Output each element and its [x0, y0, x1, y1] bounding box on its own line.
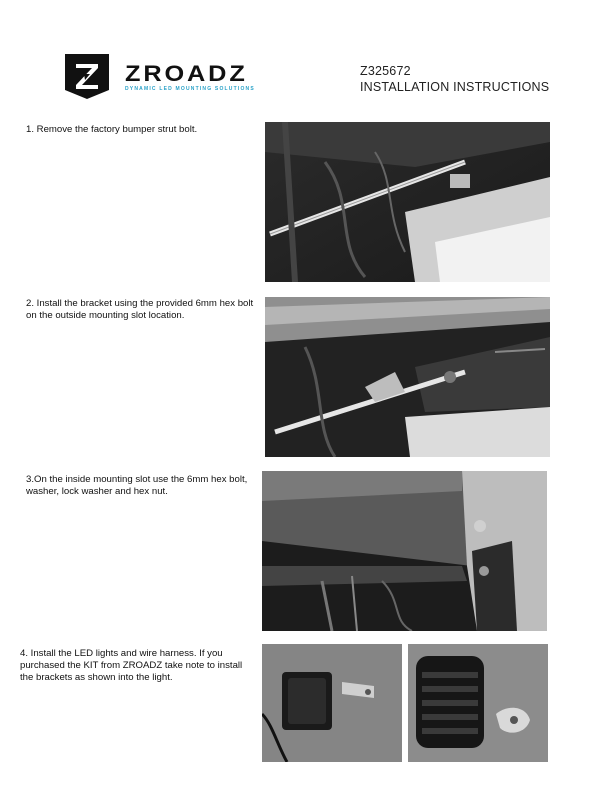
step-2-photo: [265, 297, 550, 457]
step-4-photo-left: [262, 644, 402, 762]
step-3-text: 3.On the inside mounting slot use the 6mm hex bolt, washer, lock washer and hex nut.: [26, 474, 248, 497]
brand-tagline: DYNAMIC LED MOUNTING SOLUTIONS: [125, 86, 255, 92]
step-1-photo: [265, 122, 550, 282]
brand-name: ZROADZ: [125, 61, 248, 86]
document-meta: [360, 63, 549, 95]
step-4-photo-right: [408, 644, 548, 762]
step-4-text: 4. Install the LED lights and wire harness. If you purchased the KIT from ZROADZ take note to install the brackets as shown into the light.: [20, 648, 243, 683]
step-1-text: 1. Remove the factory bumper strut bolt.: [26, 124, 198, 135]
step-3-photo: [262, 471, 547, 631]
z-logo-icon: [63, 52, 111, 100]
zroadz-logo-badge: [63, 52, 111, 100]
step-2-text: 2. Install the bracket using the provided 6mm hex bolt on the outside mounting slot location.: [26, 298, 254, 321]
document-title: INSTALLATION INSTRUCTIONS: [360, 80, 550, 94]
part-number: Z325672: [360, 64, 411, 78]
